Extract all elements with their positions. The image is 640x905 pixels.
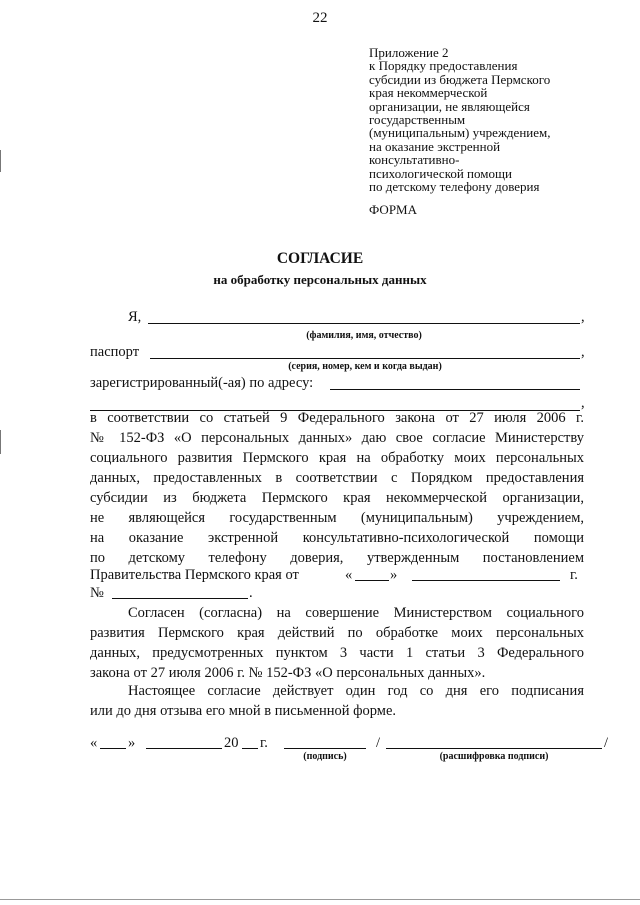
address-field-line[interactable]: [330, 389, 580, 390]
sign-year-field-line[interactable]: [242, 748, 258, 749]
number-prefix: №: [90, 585, 104, 601]
appendix-line: субсидии из бюджета Пермского: [369, 71, 551, 87]
signature-field-line[interactable]: [284, 748, 366, 749]
number-suffix: .: [249, 585, 253, 601]
comma: ,: [581, 309, 585, 325]
form-label: ФОРМА: [369, 202, 417, 217]
paragraph-line: № 152-ФЗ «О персональных данных» даю свое согласие Министерству: [90, 430, 584, 446]
passport-label: паспорт: [90, 344, 140, 360]
decree-number-field-line[interactable]: [112, 598, 248, 599]
slash: /: [376, 735, 381, 751]
slash: /: [604, 735, 609, 751]
i-label: Я,: [128, 309, 142, 325]
appendix-line: Приложение 2: [369, 45, 449, 60]
paragraph-line: или до дня отзыва его мной в письменной форме.: [90, 703, 397, 719]
gov-month-field-line[interactable]: [412, 580, 560, 581]
fio-hint: (фамилия, имя, отчество): [306, 330, 422, 341]
appendix-line: консультативно-: [369, 152, 460, 168]
signature-hint: (подпись): [303, 751, 347, 762]
paragraph-line: на оказание экстренной консультативно-психологической помощи: [90, 530, 584, 546]
paragraph-line: данных, предоставленных в соответствии с Порядком предоставления: [90, 470, 584, 486]
sign-year-prefix: 20: [224, 735, 239, 751]
signature-decode-hint: (расшифровка подписи): [439, 751, 549, 762]
sign-open-quote: «: [90, 735, 98, 751]
appendix-line: организации, не являющейся: [369, 98, 530, 114]
passport-field-line[interactable]: [150, 358, 580, 359]
paragraph-line: развития Пермского края действий по обработке моих персональных: [90, 625, 584, 641]
paragraph-line: Настоящее согласие действует один год со дня его подписания: [128, 683, 584, 699]
scan-edge-mark: [0, 150, 1, 172]
paragraph-line: в соответствии со статьей 9 Федерального закона от 27 июля 2006 г.: [90, 410, 584, 426]
appendix-line: психологической помощи: [369, 165, 512, 181]
address-label: зарегистрированный(-ая) по адресу:: [90, 375, 314, 391]
appendix-line: на оказание экстренной: [369, 138, 501, 154]
sign-month-field-line[interactable]: [146, 748, 222, 749]
open-quote: «: [345, 567, 353, 583]
document-subtitle: на обработку персональных данных: [213, 272, 427, 287]
scan-edge-mark: [0, 430, 1, 454]
close-quote: »: [390, 567, 398, 583]
year-suffix: г.: [570, 567, 578, 583]
appendix-line: к Порядку предоставления: [369, 58, 518, 74]
gov-day-field-line[interactable]: [355, 580, 389, 581]
paragraph-line: не являющейся государственным (муниципальным) учреждением,: [90, 510, 584, 526]
comma: ,: [581, 344, 585, 360]
paragraph-line: субсидии из бюджета Пермского края некоммерческой организации,: [90, 490, 584, 506]
appendix-line: (муниципальным) учреждением,: [369, 125, 551, 141]
gov-line-text: Правительства Пермского края от: [90, 567, 299, 583]
paragraph-line: социального развития Пермского края на обработку моих персональных: [90, 450, 584, 466]
paragraph-line: данных, предусмотренных пунктом 3 части 1 статьи 3 Федерального: [90, 645, 584, 661]
paragraph-line: Согласен (согласна) на совершение Министерством социального: [128, 605, 584, 621]
scan-bottom-edge: [0, 899, 640, 900]
appendix-line: государственным: [369, 112, 466, 128]
sign-close-quote: »: [128, 735, 136, 751]
sign-day-field-line[interactable]: [100, 748, 126, 749]
paragraph-line: закона от 27 июля 2006 г. № 152-ФЗ «О персональных данных».: [90, 665, 486, 681]
paragraph-line: по детскому телефону доверия, утвержденным постановлением: [90, 550, 584, 566]
appendix-block: [369, 46, 550, 193]
signature-decode-field-line[interactable]: [386, 748, 602, 749]
sign-year-suffix: г.: [260, 735, 268, 751]
passport-hint: (серия, номер, кем и когда выдан): [288, 361, 442, 372]
document-title: СОГЛАСИЕ: [276, 250, 364, 267]
fio-field-line[interactable]: [148, 323, 580, 324]
appendix-line: по детскому телефону доверия: [369, 179, 540, 195]
comma: ,: [581, 395, 585, 411]
appendix-line: края некоммерческой: [369, 85, 488, 101]
page-number: 22: [312, 10, 328, 26]
